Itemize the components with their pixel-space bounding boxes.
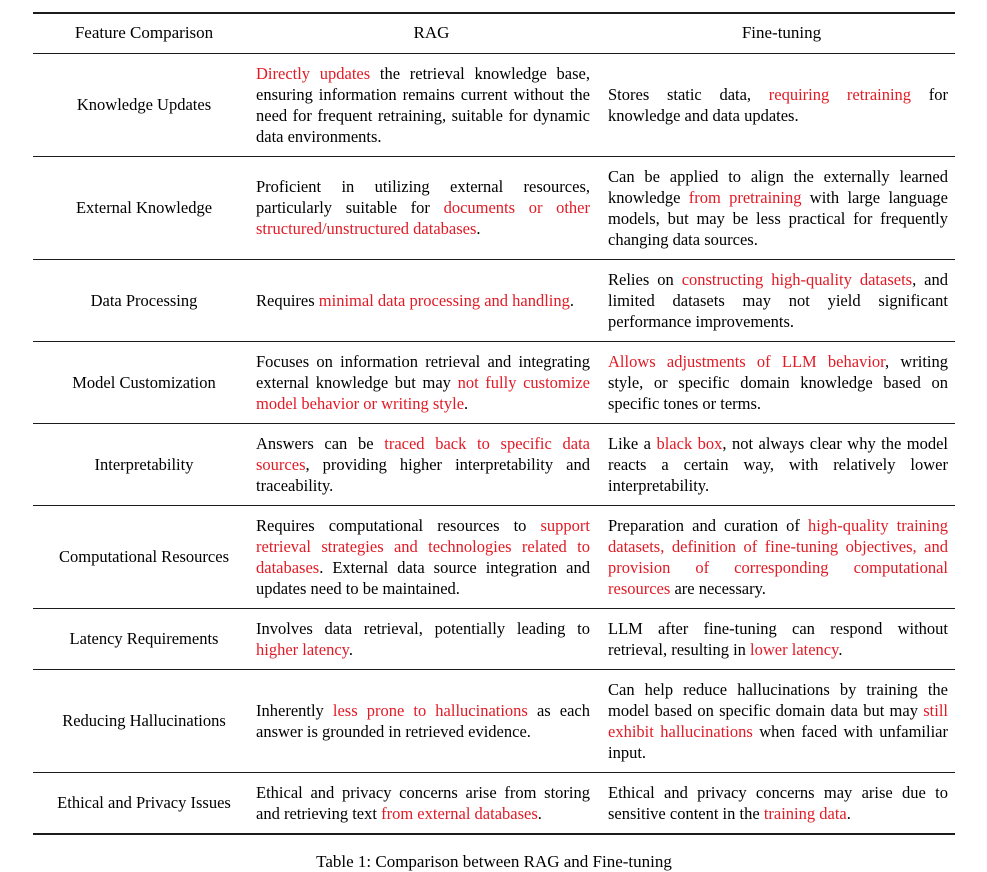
header-fine-tuning: Fine-tuning [741, 23, 822, 43]
text-run: as each answer is grounded in retrieved evidence. [256, 700, 590, 741]
fine-tuning-cell [608, 53, 955, 156]
text-run: with large language models, but may be less practical for frequently changing data sources. [608, 187, 948, 249]
highlighted-text: from external databases [381, 803, 538, 823]
table-caption: Table 1: Comparison between RAG and Fine-tuning [316, 851, 672, 871]
rag-cell [255, 505, 608, 608]
table-row [33, 53, 955, 156]
highlighted-text: not fully customize model behavior or writing style [256, 372, 590, 413]
rag-cell [255, 341, 608, 423]
table-row [33, 423, 955, 505]
feature-cell: Computational Resources [58, 547, 229, 566]
fine-tuning-cell [608, 669, 955, 772]
highlighted-text: from pretraining [688, 187, 802, 207]
rag-cell [255, 259, 608, 341]
highlighted-text: training data [763, 803, 847, 823]
highlighted-text: black box [656, 433, 723, 453]
text-run: Requires [256, 290, 319, 310]
highlighted-text: requiring retraining [768, 84, 912, 104]
text-run: Answers can be [256, 433, 385, 453]
text-run: Preparation and curation of [608, 515, 808, 535]
rag-cell [255, 608, 608, 669]
text-run: Stores static data, [608, 84, 769, 104]
text-run: . [569, 290, 575, 310]
rag-cell [255, 669, 608, 772]
text-run: Can be applied to align the externally learned knowledge [608, 166, 948, 207]
table-row [33, 259, 955, 341]
rag-cell [255, 772, 608, 834]
comparison-table-figure [33, 12, 955, 872]
feature-cell: External Knowledge [75, 198, 213, 217]
highlighted-text: Directly updates [256, 63, 371, 83]
header-rag: RAG [413, 23, 450, 43]
highlighted-text: high-quality training datasets, definition of fine-tuning objectives, and provision of corresponding computational resources [608, 515, 948, 598]
text-run: Like a [608, 433, 657, 453]
feature-cell: Reducing Hallucinations [62, 711, 226, 730]
text-run: are necessary. [670, 578, 766, 598]
fine-tuning-cell [608, 341, 955, 423]
text-run: Focuses on information retrieval and integrating external knowledge but may [256, 351, 590, 392]
table-row [33, 156, 955, 259]
table-row [33, 341, 955, 423]
feature-cell: Ethical and Privacy Issues [57, 793, 231, 812]
text-run: Ethical and privacy concerns arise from storing and retrieving text [256, 782, 590, 823]
rag-cell [255, 53, 608, 156]
text-run: LLM after fine-tuning can respond without retrieval, resulting in [608, 618, 948, 659]
text-run: . External data source integration and updates need to be maintained. [256, 557, 590, 598]
header-row [33, 13, 955, 53]
fine-tuning-cell [608, 156, 955, 259]
text-run: . [838, 639, 843, 659]
text-run: . [476, 219, 481, 238]
highlighted-text: still exhibit hallucinations [608, 700, 948, 741]
text-run: Can help reduce hallucinations by training the model based on specific domain data but may [608, 679, 948, 720]
text-run: . [537, 803, 542, 823]
text-run: for knowledge and data updates. [608, 84, 948, 125]
highlighted-text: support retrieval strategies and technologies related to databases [256, 515, 590, 577]
highlighted-text: Allows adjustments of LLM behavior [608, 351, 885, 371]
text-run: Involves data retrieval, potentially leading to [256, 618, 590, 638]
feature-cell: Knowledge Updates [76, 95, 212, 114]
highlighted-text: constructing high-quality datasets [681, 269, 913, 289]
fine-tuning-cell [608, 259, 955, 341]
table-body [33, 53, 955, 834]
text-run: when faced with unfamiliar input. [608, 721, 948, 762]
table-row [33, 772, 955, 834]
fine-tuning-cell [608, 505, 955, 608]
rag-cell [255, 156, 608, 259]
text-run: . [348, 639, 353, 659]
text-run: . [846, 803, 851, 823]
fine-tuning-cell [608, 608, 955, 669]
text-run: Proficient in utilizing external resources, particularly suitable for [256, 177, 590, 217]
fine-tuning-cell [608, 423, 955, 505]
feature-cell: Interpretability [94, 454, 194, 474]
text-run: Ethical and privacy concerns may arise due to sensitive content in the [608, 782, 948, 823]
feature-cell: Data Processing [90, 290, 198, 310]
feature-cell: Model Customization [72, 372, 216, 392]
feature-cell: Latency Requirements [69, 629, 219, 648]
text-run: , and limited datasets may not yield significant performance improvements. [608, 269, 948, 331]
rag-cell [255, 423, 608, 505]
header-feature-comparison: Feature Comparison [74, 23, 214, 43]
text-run: , writing style, or specific domain knowledge based on specific tones or terms. [608, 351, 949, 413]
fine-tuning-cell [608, 772, 955, 834]
table-header [33, 13, 955, 53]
text-run: . [464, 393, 469, 413]
highlighted-text: lower latency [750, 639, 839, 659]
highlighted-text: minimal data processing and handling [318, 290, 570, 310]
text-run: Relies on [608, 269, 682, 289]
text-run: the retrieval knowledge base, ensuring information remains current without the need for frequent retraining, suitable for dynamic data environments. [256, 63, 590, 146]
highlighted-text: documents or other structured/unstructured databases [256, 198, 590, 238]
highlighted-text: higher latency [256, 639, 349, 659]
highlighted-text: less prone to hallucinations [332, 700, 528, 720]
comparison-table [33, 12, 955, 835]
text-run: , providing higher interpretability and traceability. [256, 454, 590, 495]
text-run: Inherently [256, 700, 333, 720]
table-row [33, 608, 955, 669]
table-row [33, 505, 955, 608]
highlighted-text: traced back to specific data sources [256, 433, 590, 474]
table-row [33, 669, 955, 772]
text-run: Requires computational resources to [256, 515, 541, 535]
text-run: , not always clear why the model reacts a certain way, with relatively lower interpretability. [608, 433, 948, 495]
